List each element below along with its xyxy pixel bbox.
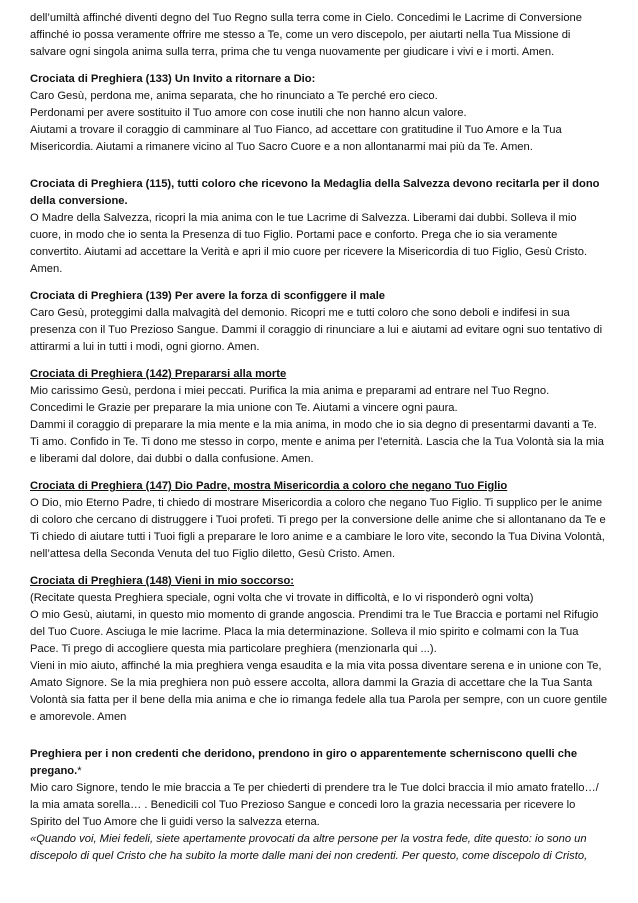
prayer-147-title: Crociata di Preghiera (147) Dio Padre, mostra Misericordia a coloro che negano Tuo Figlio — [30, 480, 508, 492]
prayer-148-line: O mio Gesù, aiutami, in questo mio momento di grande angoscia. Prendimi tra le Tue Braccia e portami nel Rifugio del Tuo Cuore. Asciuga le mie lacrime. Placa la mia determinazione. Solleva il mio spirito e colmami con la Tua Pace. Ti prego di accogliere questa mia particolare preghiera (menzionarla qui ...). — [30, 609, 599, 655]
prayer-133-section — [30, 71, 608, 156]
intro-paragraph: dell’umiltà affinché diventi degno del Tuo Regno sulla terra come in Cielo. Concedimi le Lacrime di Conversione affinché io possa veramente offrire me stesso a Te, come un vero discepolo, per aiutarti nella Tua Missione di salvare ogni singola anima sulla terra, prima che tu venga nuovamente per giudicare i vivi e i morti. Amen. — [30, 12, 583, 58]
prayer-133-line: Caro Gesù, perdona me, anima separata, che ho rinunciato a Te perché ero cieco. — [30, 90, 438, 102]
prayer-115-section — [30, 176, 608, 278]
prayer-115-title: Crociata di Preghiera (115), tutti coloro che ricevono la Medaglia della Salvezza devono recitarla per il dono della conversione. — [30, 178, 600, 207]
prayer-142-line: Dammi il coraggio di preparare la mia mente e la mia anima, in modo che io sia degno di presentarmi davanti a Te. — [30, 419, 597, 431]
prayer-139-title: Crociata di Preghiera (139) Per avere la forza di sconfiggere il male — [30, 290, 386, 302]
prayer-139-text: Caro Gesù, proteggimi dalla malvagità del demonio. Ricopri me e tutti coloro che sono deboli e indifesi in sua presenza con il Tuo Prezioso Sangue. Dammi il coraggio di rinunciare a lui e aiutami ad evitare ogni suo tentativo di attirarmi a lui in tutti i modi, ogni giorno. Amen. — [30, 307, 603, 353]
document-page — [30, 10, 608, 865]
prayer-115-text: O Madre della Salvezza, ricopri la mia anima con le tue Lacrime di Salvezza. Liberami dai dubbi. Solleva il mio cuore, in modo che io senta la Presenza di tuo Figlio. Portami pace e conforto. Prega che io sia veramente convertito. Aiutami ad accettare la Verità e apri il mio cuore per ricevere la Misericordia di tuo Figlio, Gesù Cristo. Amen. — [30, 212, 588, 275]
prayer-148-section — [30, 573, 608, 726]
prayer-139-section — [30, 288, 608, 356]
prayer-148-line: Vieni in mio aiuto, affinché la mia preghiera venga esaudita e la mia vita possa diventare serena e in unione con Te, Amato Signore. Se la mia preghiera non può essere accolta, allora dammi la Grazia di accettare che la Tua Santa Volontà sia fatta per il bene della mia anima e che io rimanga fedele alla tua Parola per sempre, con un cuore gentile e amorevole. Amen — [30, 660, 608, 723]
intro-section — [30, 10, 608, 61]
prayer-142-section — [30, 366, 608, 468]
prayer-142-line: Concedimi le Grazie per preparare la mia unione con Te. Aiutami a vincere ogni paura. — [30, 402, 458, 414]
prayer-142-title: Crociata di Preghiera (142) Prepararsi alla morte — [30, 368, 287, 380]
prayer-142-line: Mio carissimo Gesù, perdona i miei peccati. Purifica la mia anima e preparami ad entrare nel Tuo Regno. — [30, 385, 550, 397]
prayer-147-section — [30, 478, 608, 563]
prayer-non-believers-title-text: Preghiera per i non credenti che deridono, prendono in giro o apparentemente scherniscono quelli che pregano. — [30, 748, 578, 777]
prayer-non-believers-section — [30, 746, 608, 865]
prayer-148-title: Crociata di Preghiera (148) Vieni in mio soccorso: — [30, 575, 295, 587]
prayer-133-line: Aiutami a trovare il coraggio di camminare al Tuo Fianco, ad accettare con gratitudine il Tuo Amore e la Tua Misericordia. Aiutami a rimanere vicino al Tuo Sacro Cuore e a non allontanarmi mai più da Te. Amen. — [30, 124, 562, 153]
prayer-142-line: Ti amo. Confido in Te. Ti dono me stesso in corpo, mente e anima per l’eternità. Lascia che la Tua Volontà sia la mia e liberami dal dolore, dai dubbi o dalla confusione. Amen. — [30, 436, 604, 465]
prayer-non-believers-title — [30, 746, 608, 780]
prayer-133-line: Perdonami per avere sostituito il Tuo amore con cose inutili che non hanno alcun valore. — [30, 107, 467, 119]
prayer-non-believers-quote: «Quando voi, Miei fedeli, siete apertamente provocati da altre persone per la vostra fede, dite questo: io sono un discepolo di quel Cristo che ha subito la morte dalle mani dei non credenti. Per questo, come discepolo di Cristo, — [30, 833, 588, 862]
prayer-148-line: (Recitate questa Preghiera speciale, ogni volta che vi trovate in difficoltà, e Io vi risponderò ogni volta) — [30, 592, 534, 604]
prayer-133-title: Crociata di Preghiera (133) Un Invito a ritornare a Dio: — [30, 73, 316, 85]
footnote-mark: * — [77, 765, 82, 777]
prayer-non-believers-text: Mio caro Signore, tendo le mie braccia a Te per chiederti di prendere tra le Tue dolci braccia il mio amato fratello…/ la mia amata sorella… . Benedicili col Tuo Prezioso Sangue e concedi loro la grazia necessaria per ricevere lo Spirito del Tuo Amore che li guidi verso la salvezza eterna. — [30, 782, 599, 828]
prayer-147-text: O Dio, mio Eterno Padre, ti chiedo di mostrare Misericordia a coloro che negano Tuo Figlio. Ti supplico per le anime di coloro che cercano di distruggere i Tuoi profeti. Ti prego per la conversione delle anime che si allontanano da Te e Ti chiedo di aiutare tutti i Tuoi figli a preparare le loro anime e a cambiare le loro vite, secondo la Tua Divina Volontà, nell’attesa della Seconda Venuta del tuo Figlio diletto, Gesù Cristo. Amen. — [30, 497, 606, 560]
